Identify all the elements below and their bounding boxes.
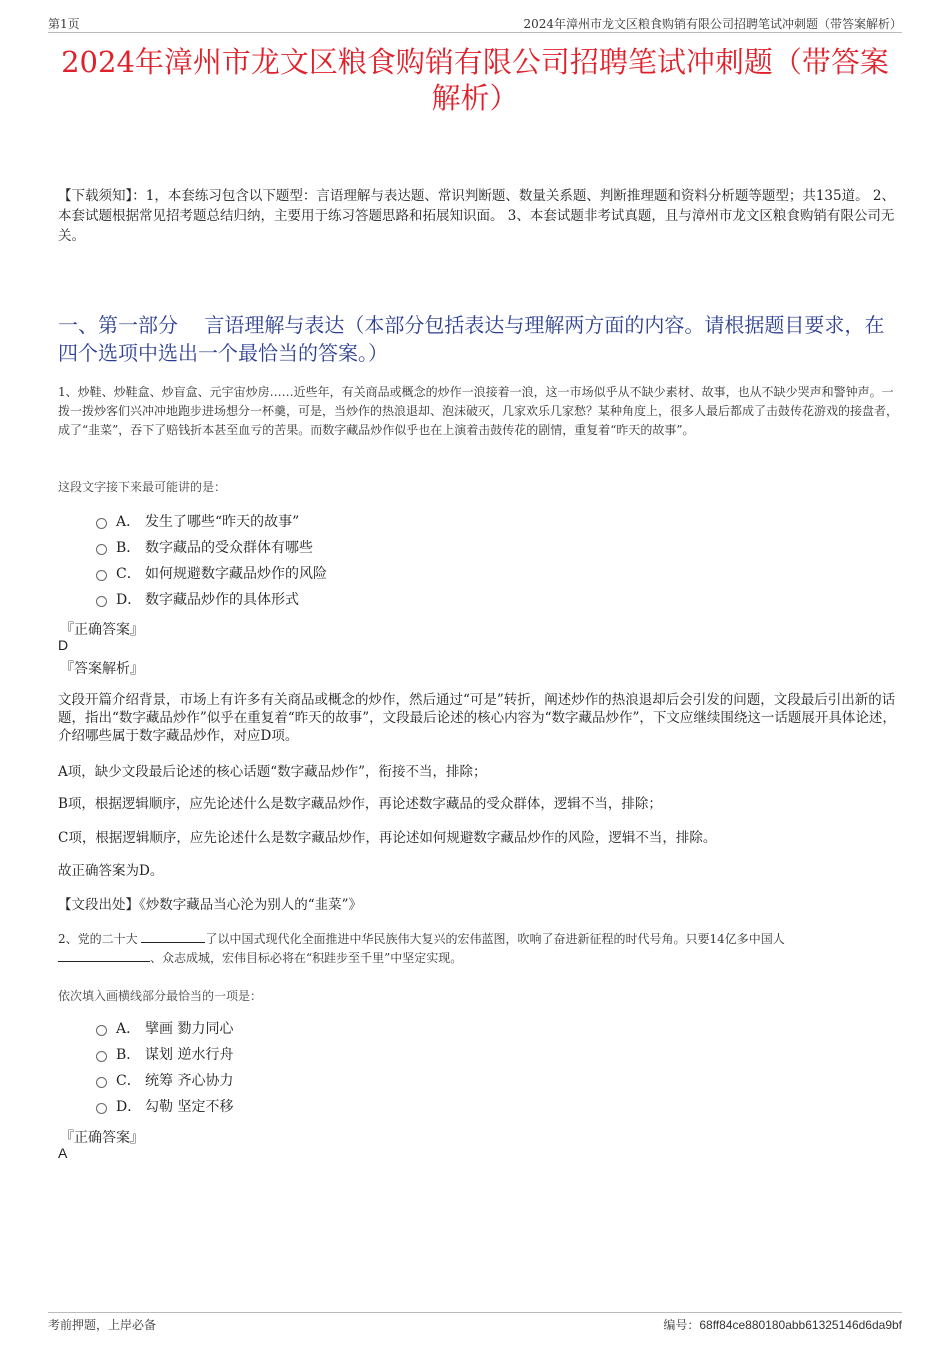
- footer-code: 编号：68ff84ce880180abb61325146d6da9bf: [663, 1318, 902, 1332]
- option-b[interactable]: B． 数字藏品的受众群体有哪些: [96, 534, 327, 560]
- document-title: 2024年漳州市龙文区粮食购销有限公司招聘笔试冲刺题（带答案解析）: [61, 45, 889, 115]
- radio-icon[interactable]: [96, 570, 107, 581]
- radio-icon[interactable]: [96, 1025, 107, 1036]
- radio-icon[interactable]: [96, 544, 107, 555]
- option-a[interactable]: A． 擘画 勠力同心: [96, 1015, 233, 1041]
- analysis-text: 文段开篇介绍背景，市场上有许多有关商品或概念的炒作，然后通过“可是”转折，阐述炒作的热浪退却后会引发的问题，文段最后引出新的话题，指出“数字藏品炒作”似乎在重复着“昨天的故事”，文段最后论述的核心内容为“数字藏品炒作”，下文应继续围绕这一话题展开具体论述，介绍哪些属于数字藏品炒作，对应D项。: [58, 692, 896, 744]
- section-heading: 一、第一部分 言语理解与表达（本部分包括表达与理解两方面的内容。请根据题目要求，在四个选项中选出一个最恰当的答案。）: [58, 313, 885, 365]
- answer-value: D: [58, 637, 69, 653]
- analysis-option-b: B项，根据逻辑顺序，应先论述什么是数字藏品炒作，再论述数字藏品的受众群体，逻辑不当，排除；: [58, 796, 662, 812]
- download-notice: 【下载须知】：1，本套练习包含以下题型：言语理解与表达题、常识判断题、数量关系题、判断推理题和资料分析题等题型；共135道。 2、本套试题根据常见招考题总结归纳，主要用于练习答题思路和拓展知识面。 3、本套试题非考试真题，且与漳州市龙文区粮食购销有限公司无关。: [58, 188, 895, 244]
- header-doc-title: 2024年漳州市龙文区粮食购销有限公司招聘笔试冲刺题（带答案解析）: [523, 17, 902, 31]
- question-1-options: [96, 508, 327, 612]
- fill-blank-2: [58, 949, 150, 962]
- question-2-text: 2、党的二十大 了以中国式现代化全面推进中华民族伟大复兴的宏伟蓝图，吹响了奋进新征程的时代号角。只要14亿多中国人 、众志成城，宏伟目标必将在“积跬步至千里”中坚定实现。: [58, 932, 785, 965]
- answer-value: A: [58, 1145, 68, 1161]
- page-footer: [48, 1312, 902, 1333]
- footer-slogan: 考前押题，上岸必备: [48, 1318, 157, 1332]
- option-c[interactable]: C． 统筹 齐心协力: [96, 1067, 233, 1093]
- option-b[interactable]: B． 谋划 逆水行舟: [96, 1041, 233, 1067]
- option-d[interactable]: D． 勾勒 坚定不移: [96, 1093, 233, 1119]
- analysis-label: 『答案解析』: [60, 661, 144, 677]
- answer-label: 『正确答案』: [60, 622, 144, 638]
- radio-icon[interactable]: [96, 1103, 107, 1114]
- radio-icon[interactable]: [96, 1051, 107, 1062]
- option-c[interactable]: C． 如何规避数字藏品炒作的风险: [96, 560, 327, 586]
- question-2-prompt: 依次填入画横线部分最恰当的一项是：: [58, 989, 263, 1003]
- question-2-options: [96, 1015, 233, 1119]
- analysis-option-c: C项，根据逻辑顺序，应先论述什么是数字藏品炒作，再论述如何规避数字藏品炒作的风险，逻辑不当，排除。: [58, 830, 717, 846]
- page-number: 第1页: [48, 17, 80, 31]
- option-a[interactable]: A． 发生了哪些“昨天的故事”: [96, 508, 327, 534]
- radio-icon[interactable]: [96, 518, 107, 529]
- question-1-text: 1、炒鞋、炒鞋盒、炒盲盒、元宇宙炒房……近些年，有关商品或概念的炒作一浪接着一浪，这一市场似乎从不缺少素材、故事，也从不缺少哭声和警钟声。一拨一拨炒客们兴冲冲地跑步进场想分一杯羹，可是，当炒作的热浪退却、泡沫破灭，几家欢乐几家愁？某种角度上，很多人最后都成了击鼓传花游戏的接盘者，成了“韭菜”，吞下了赔钱折本甚至血亏的苦果。而数字藏品炒作似乎也在上演着击鼓传花的剧情，重复着“昨天的故事”。: [58, 385, 899, 437]
- radio-icon[interactable]: [96, 1077, 107, 1088]
- page-header: [48, 14, 902, 33]
- radio-icon[interactable]: [96, 596, 107, 607]
- fill-blank-1: [141, 930, 205, 943]
- question-1-prompt: 这段文字接下来最可能讲的是：: [58, 480, 227, 494]
- analysis-conclusion: 故正确答案为D。: [58, 863, 164, 879]
- analysis-option-a: A项，缺少文段最后论述的核心话题“数字藏品炒作”，衔接不当，排除；: [58, 764, 487, 780]
- passage-source: 【文段出处】《炒数字藏品当心沦为别人的“韭菜”》: [58, 897, 363, 913]
- answer-label: 『正确答案』: [60, 1130, 144, 1146]
- option-d[interactable]: D． 数字藏品炒作的具体形式: [96, 586, 327, 612]
